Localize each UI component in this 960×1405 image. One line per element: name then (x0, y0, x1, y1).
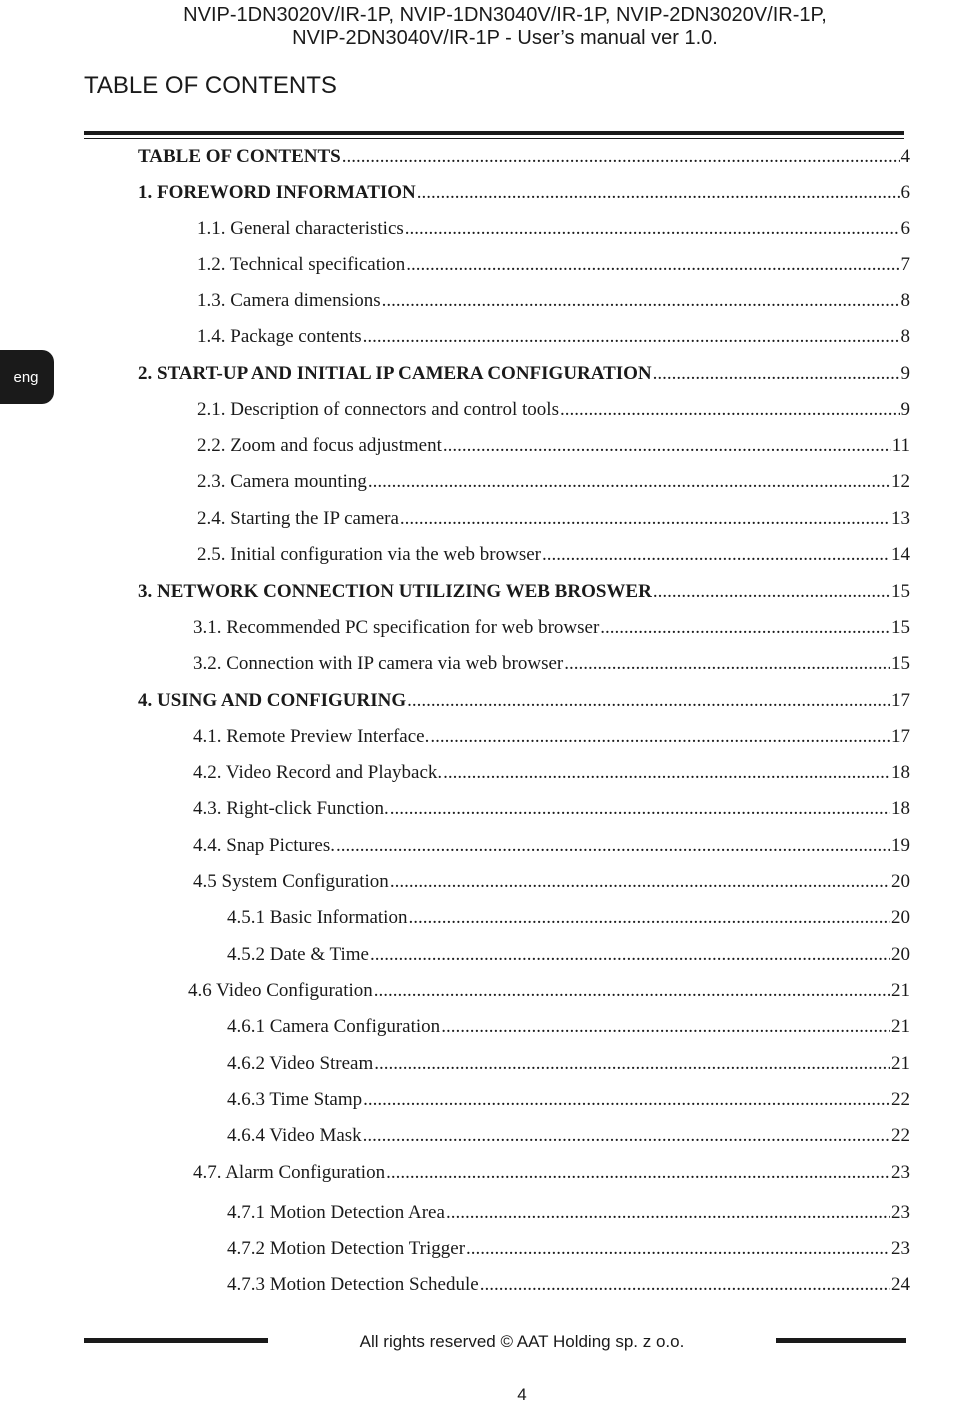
toc-entry-label: 1.2. Technical specification (197, 254, 406, 275)
page-number: 4 (517, 1385, 527, 1404)
toc-entry[interactable] (138, 362, 910, 386)
toc-entry-page: 21 (891, 1016, 910, 1037)
toc-entry-page: 17 (891, 690, 910, 711)
toc-entry-label: 1.1. General characteristics (197, 218, 404, 239)
toc-entry[interactable] (138, 580, 910, 604)
toc-entry-page: 11 (891, 435, 910, 456)
toc-entry-page: 7 (900, 254, 910, 275)
toc-entry[interactable] (193, 834, 910, 858)
toc-entry[interactable] (227, 906, 910, 930)
toc-entry-page: 18 (891, 798, 910, 819)
toc-leader (600, 616, 890, 640)
toc-entry-page: 22 (891, 1089, 910, 1110)
toc-entry-label: 4.6.2 Video Stream (227, 1053, 374, 1074)
toc-leader (370, 943, 890, 967)
toc-entry-page: 17 (891, 726, 910, 747)
toc-leader (542, 543, 890, 567)
toc-entry-label: 4.3. Right-click Function. (193, 798, 389, 819)
toc-entry[interactable] (227, 1273, 910, 1297)
toc-entry[interactable] (197, 470, 910, 494)
toc-entry[interactable] (197, 507, 910, 531)
toc-entry-label: 2.1. Description of connectors and control tools (197, 399, 559, 420)
toc-entry-label: 4.7.2 Motion Detection Trigger (227, 1238, 466, 1259)
toc-entry[interactable] (227, 1237, 910, 1261)
toc-leader (390, 797, 890, 821)
toc-entry-page: 23 (891, 1202, 910, 1223)
toc-entry-page: 6 (900, 182, 910, 203)
toc-entry[interactable] (193, 761, 910, 785)
toc-entry[interactable] (197, 434, 910, 458)
toc-entry-label: 4.7.3 Motion Detection Schedule (227, 1274, 479, 1295)
toc-entry-page: 9 (900, 399, 910, 420)
toc-leader (407, 689, 890, 713)
toc-entry[interactable] (227, 1124, 910, 1148)
toc-leader (653, 580, 890, 604)
toc-entry[interactable] (138, 689, 910, 713)
toc-entry-page: 21 (891, 1053, 910, 1074)
toc-leader (382, 289, 900, 313)
toc-entry[interactable] (227, 1015, 910, 1039)
toc-entry-label: 4.5 System Configuration (193, 871, 389, 892)
toc-entry[interactable] (193, 1161, 910, 1185)
toc-entry-label: 4.7.1 Motion Detection Area (227, 1202, 445, 1223)
toc-entry-label: 1. FOREWORD INFORMATION (138, 182, 416, 203)
toc-leader (336, 834, 890, 858)
toc-entry-label: 2.3. Camera mounting (197, 471, 367, 492)
toc-entry-page: 20 (891, 944, 910, 965)
toc-entry[interactable] (227, 943, 910, 967)
toc-entry-page: 24 (891, 1274, 910, 1295)
page-title: TABLE OF CONTENTS (84, 72, 337, 99)
toc-entry[interactable] (193, 870, 910, 894)
toc-entry[interactable] (197, 543, 910, 567)
toc-leader (480, 1273, 890, 1297)
toc-entry-label: 4.1. Remote Preview Interface. (193, 726, 430, 747)
toc-entry-page: 15 (891, 581, 910, 602)
toc-entry-page: 23 (891, 1162, 910, 1183)
toc-entry-label: 2.4. Starting the IP camera (197, 508, 399, 529)
toc-entry-page: 15 (891, 653, 910, 674)
toc-leader (342, 145, 900, 169)
toc-entry-label: 2. START-UP AND INITIAL IP CAMERA CONFIGURATION (138, 363, 652, 384)
toc-leader (405, 217, 900, 241)
toc-leader (446, 1201, 890, 1225)
title-divider-thin (84, 138, 904, 139)
toc-entry[interactable] (197, 253, 910, 277)
toc-entry[interactable] (188, 979, 910, 1003)
toc-entry-page: 8 (900, 290, 910, 311)
toc-leader (560, 398, 900, 422)
toc-leader (564, 652, 890, 676)
toc-entry-label: 3. NETWORK CONNECTION UTILIZING WEB BROSWER (138, 581, 652, 602)
toc-entry[interactable] (227, 1088, 910, 1112)
toc-entry-page: 23 (891, 1238, 910, 1259)
toc-entry-page: 8 (900, 326, 910, 347)
toc-leader (653, 362, 900, 386)
toc-leader (374, 979, 890, 1003)
toc-entry[interactable] (138, 181, 910, 205)
toc-entry-label: 4.6.1 Camera Configuration (227, 1016, 441, 1037)
toc-entry-page: 9 (900, 363, 910, 384)
language-tab: eng (0, 350, 54, 404)
toc-entry-page: 20 (891, 907, 910, 928)
toc-leader (430, 725, 890, 749)
toc-entry-label: 1.4. Package contents (197, 326, 362, 347)
title-divider (84, 131, 904, 135)
toc-entry-label: 4.2. Video Record and Playback. (193, 762, 443, 783)
toc-entry-page: 19 (891, 835, 910, 856)
toc-entry-label: 1.3. Camera dimensions (197, 290, 381, 311)
toc-leader (443, 434, 891, 458)
toc-entry-label: 4.4. Snap Pictures. (193, 835, 335, 856)
toc-leader (363, 325, 900, 349)
toc-leader (390, 870, 890, 894)
toc-leader (417, 181, 900, 205)
toc-leader (408, 906, 890, 930)
toc-leader (441, 1015, 890, 1039)
toc-entry-page: 18 (891, 762, 910, 783)
toc-entry-page: 22 (891, 1125, 910, 1146)
toc-leader (400, 507, 890, 531)
toc-entry[interactable] (193, 652, 910, 676)
footer-rule-right (776, 1338, 906, 1343)
toc-entry[interactable] (193, 725, 910, 749)
header-line-1: NVIP-1DN3020V/IR-1P, NVIP-1DN3040V/IR-1P, NVIP-2DN3020V/IR-1P, (183, 4, 827, 26)
toc-leader (363, 1124, 890, 1148)
toc-leader (363, 1088, 890, 1112)
toc-leader (443, 761, 890, 785)
toc-entry-label: 4.5.1 Basic Information (227, 907, 408, 928)
toc-entry-label: 3.1. Recommended PC specification for web browser (193, 617, 600, 638)
toc-entry-page: 20 (891, 871, 910, 892)
toc-entry-page: 21 (891, 980, 910, 1001)
toc-entry[interactable] (227, 1201, 910, 1225)
toc-entry-page: 12 (891, 471, 910, 492)
toc-entry[interactable] (193, 616, 910, 640)
toc-entry[interactable] (197, 398, 910, 422)
toc-entry-label: 4.6.4 Video Mask (227, 1125, 362, 1146)
toc-entry-label: 4. USING AND CONFIGURING (138, 690, 407, 711)
toc-entry-label: 3.2. Connection with IP camera via web browser (193, 653, 564, 674)
toc-entry-page: 15 (891, 617, 910, 638)
toc-entry-label: TABLE OF CONTENTS (138, 146, 341, 167)
toc-leader (386, 1161, 890, 1185)
header-line-2: NVIP-2DN3040V/IR-1P - User’s manual ver 1.0. (292, 27, 718, 49)
toc-entry[interactable] (197, 325, 910, 349)
toc-entry-label: 2.5. Initial configuration via the web browser (197, 544, 542, 565)
toc-entry-label: 4.6 Video Configuration (188, 980, 373, 1001)
toc-entry[interactable] (227, 1052, 910, 1076)
toc-entry-page: 6 (900, 218, 910, 239)
toc-entry[interactable] (193, 797, 910, 821)
toc-leader (368, 470, 890, 494)
toc-entry-page: 14 (891, 544, 910, 565)
toc-entry-label: 4.6.3 Time Stamp (227, 1089, 363, 1110)
toc-leader (466, 1237, 890, 1261)
toc-leader (374, 1052, 890, 1076)
footer-copyright: All rights reserved © AAT Holding sp. z o.o. (359, 1332, 685, 1351)
toc-entry[interactable] (197, 289, 910, 313)
toc-entry[interactable] (197, 217, 910, 241)
toc-entry-page: 4 (900, 146, 910, 167)
toc-entry-label: 4.7. Alarm Configuration (193, 1162, 386, 1183)
toc-entry-page: 13 (891, 508, 910, 529)
toc-entry-label: 2.2. Zoom and focus adjustment (197, 435, 442, 456)
toc-leader (406, 253, 899, 277)
toc-entry-label: 4.5.2 Date & Time (227, 944, 369, 965)
toc-entry[interactable] (138, 145, 910, 169)
